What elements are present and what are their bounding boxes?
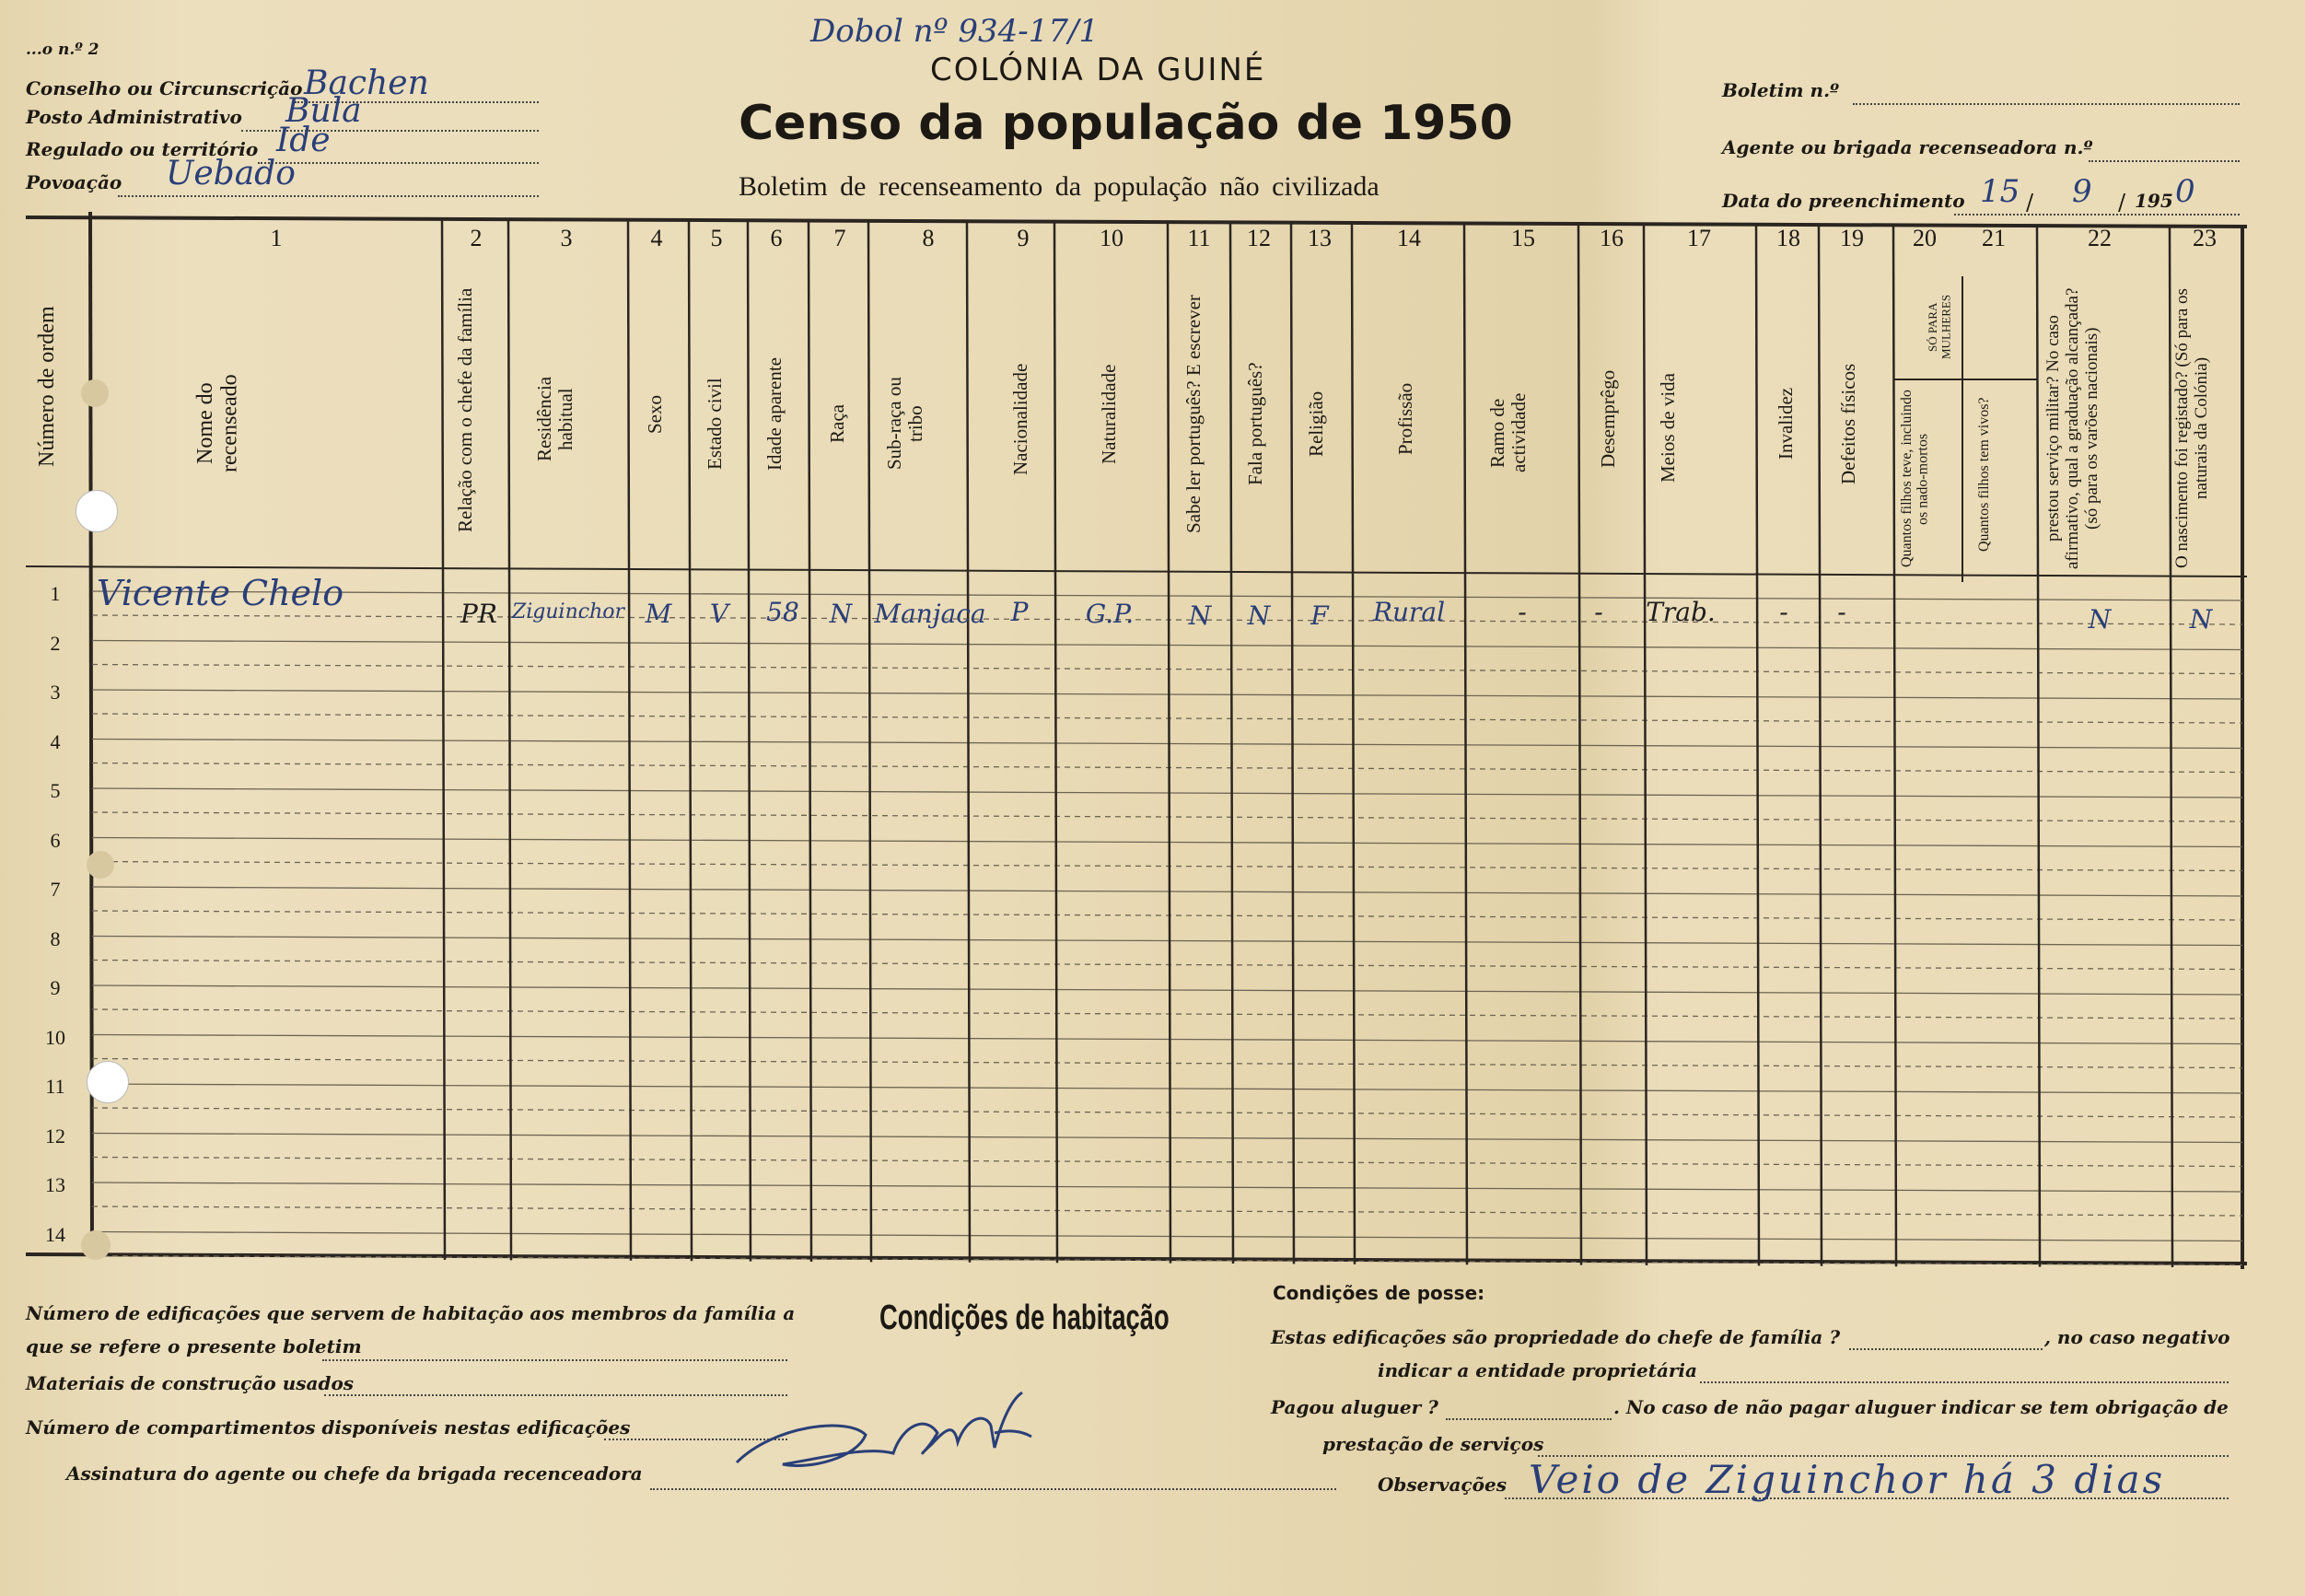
posse-aluguer-label: Pagou aluguer ? xyxy=(1271,1396,1438,1418)
header-estado-civil: Estado civil xyxy=(704,378,726,470)
colnum-5: 5 xyxy=(710,225,723,251)
condicoes-posse-title: Condições de posse: xyxy=(1273,1282,1485,1304)
observacoes-value: Veio de Ziguinchor há 3 dias xyxy=(1529,1457,2166,1502)
row1-ramo: - xyxy=(1518,597,1527,627)
posse-entidade-line xyxy=(1700,1381,2229,1383)
colnum-1: 1 xyxy=(270,225,283,251)
bottom-boletim-line xyxy=(322,1359,787,1361)
row1-religiao: F xyxy=(1310,600,1329,631)
row1-militar: N xyxy=(2088,604,2112,635)
colnum-4: 4 xyxy=(650,225,663,251)
row-number: 12 xyxy=(45,1124,65,1147)
model-number: ...o n.º 2 xyxy=(26,41,99,59)
row1-sexo: M xyxy=(645,599,672,629)
condicoes-habitacao-title: Condições de habitação xyxy=(879,1299,1170,1337)
row-number: 2 xyxy=(50,631,61,655)
row-number: 9 xyxy=(50,976,61,999)
handwritten-annotation: Dobol nº 934-17/1 xyxy=(810,13,1100,50)
header-sexo: Sexo xyxy=(644,395,666,434)
punch-hole-bottom xyxy=(87,1061,129,1103)
row1-defeitos: - xyxy=(1837,597,1846,627)
punch-hole-top xyxy=(76,490,118,532)
data-year-suffix: 0 xyxy=(2175,173,2195,210)
colnum-18: 18 xyxy=(1776,225,1800,251)
colnum-12: 12 xyxy=(1247,225,1271,251)
colnum-19: 19 xyxy=(1840,225,1864,251)
header-nascimento-registado: O nascimento foi registado? (Só para os naturais da Colónia) xyxy=(2172,288,2211,568)
colnum-20: 20 xyxy=(1913,225,1937,251)
header-desemprego: Desemprêgo xyxy=(1597,369,1619,469)
row1-tribo: Manjaca xyxy=(874,599,986,629)
colnum-21: 21 xyxy=(1982,225,2006,251)
bottom-edificacoes-label: Número de edificações que servem de habitação aos membros da família a xyxy=(26,1302,796,1324)
burn-mark-2 xyxy=(87,851,114,879)
row-number: 14 xyxy=(45,1222,65,1246)
colnum-14: 14 xyxy=(1397,225,1421,251)
colnum-11: 11 xyxy=(1187,225,1211,251)
colnum-23: 23 xyxy=(2193,225,2217,251)
header-servico-militar: prestou serviço militar? No caso afirmativo, qual a graduação alcançada? (só para os varões nacionais) xyxy=(2043,287,2101,569)
census-title: Censo da população de 1950 xyxy=(739,96,1513,151)
data-day: 15 xyxy=(1980,173,2020,210)
data-sep-2: / xyxy=(2118,190,2126,216)
row1-naturalidade: G.P. xyxy=(1085,599,1135,629)
row-number: 6 xyxy=(50,828,61,852)
header-raca: Raça xyxy=(826,404,848,443)
field-label-povoacao: Povoação xyxy=(26,171,122,193)
bottom-boletim-label: que se refere o presente boletim xyxy=(26,1335,362,1357)
data-year-prefix: 195 xyxy=(2135,190,2173,212)
observacoes-label: Observações xyxy=(1378,1474,1508,1496)
header-nome: Nome do recenseado xyxy=(193,374,242,473)
header-naturalidade: Naturalidade xyxy=(1098,364,1120,465)
field-value-povoacao: Uebado xyxy=(166,155,296,192)
burn-mark-1 xyxy=(81,379,109,407)
data-month: 9 xyxy=(2072,173,2092,210)
form-description: Boletim de recenseamento da população não civilizada xyxy=(739,171,1380,202)
row1-estado: V xyxy=(709,599,729,629)
row1-invalidez: - xyxy=(1779,597,1788,627)
row1-profissao: Rural xyxy=(1372,597,1446,627)
colnum-15: 15 xyxy=(1511,225,1535,251)
row-number: 3 xyxy=(50,681,61,704)
row-number: 10 xyxy=(45,1025,65,1049)
colnum-9: 9 xyxy=(1017,225,1030,251)
bottom-assinatura-label: Assinatura do agente ou chefe da brigada recenceadora xyxy=(66,1462,643,1485)
row-number: 13 xyxy=(45,1173,65,1196)
row-number: 1 xyxy=(50,582,61,605)
header-defeitos: Defeitos físicos xyxy=(1837,363,1859,484)
colnum-3: 3 xyxy=(560,225,573,251)
row1-nome: Vicente Chelo xyxy=(97,573,344,613)
colnum-7: 7 xyxy=(833,225,846,251)
row-number: 8 xyxy=(50,926,61,950)
data-sep-1: / xyxy=(2026,190,2034,216)
header-sabe-ler: Sabe ler português? E escrever xyxy=(1182,295,1205,534)
colnum-13: 13 xyxy=(1308,225,1332,251)
posse-servicos-label: prestação de serviços xyxy=(1322,1433,1544,1455)
burn-mark-3 xyxy=(81,1230,111,1260)
header-idade: Idade aparente xyxy=(763,357,786,472)
posse-propriedade-label: Estas edificações são propriedade do chefe de família ? xyxy=(1271,1326,1841,1348)
header-meios: Meios de vida xyxy=(1657,373,1679,483)
posse-caso-negativo-label: , no caso negativo xyxy=(2044,1326,2230,1348)
header-filhos-vivos: Quantos filhos tem vivos? xyxy=(1976,397,1992,552)
posse-entidade-label: indicar a entidade proprietária xyxy=(1378,1359,1697,1381)
posse-obrigacao-label: . No caso de não pagar aluguer indicar se tem obrigação de xyxy=(1613,1396,2229,1418)
colnum-6: 6 xyxy=(770,225,783,251)
field-value-conselho: Bachen xyxy=(304,64,429,102)
row1-relacao: PR xyxy=(460,599,497,629)
row-number: 7 xyxy=(50,878,61,901)
header-religiao: Religião xyxy=(1305,390,1327,457)
header-tribo: Sub-raça ou tribo xyxy=(883,377,927,471)
row1-meios: Trab. xyxy=(1646,597,1716,627)
field-value-regulado: Ide xyxy=(276,122,331,159)
colnum-16: 16 xyxy=(1600,225,1624,251)
header-residencia: Residência habitual xyxy=(533,376,577,462)
row1-registo: N xyxy=(2189,604,2213,635)
header-relacao: Relação com o chefe da família xyxy=(454,287,476,532)
data-label: Data do preenchimento xyxy=(1722,190,1965,212)
header-nacionalidade: Nacionalidade xyxy=(1009,363,1031,475)
posse-aluguer-line xyxy=(1446,1418,1612,1420)
colnum-10: 10 xyxy=(1100,225,1123,251)
colony-title: COLÓNIA DA GUINÉ xyxy=(930,52,1266,88)
row1-fala: N xyxy=(1247,600,1271,631)
posse-propriedade-line xyxy=(1849,1348,2043,1350)
colnum-22: 22 xyxy=(2088,225,2112,251)
header-profissao: Profissão xyxy=(1394,382,1416,456)
row1-ler: N xyxy=(1188,600,1212,631)
field-label-regulado: Regulado ou território xyxy=(26,138,259,160)
row1-residencia: Ziguinchor xyxy=(511,600,625,623)
row-number: 4 xyxy=(50,729,61,753)
bottom-compartimentos-label: Número de compartimentos disponíveis nestas edificações xyxy=(26,1416,631,1439)
colnum-17: 17 xyxy=(1687,225,1711,251)
row1-nacionalidade: P xyxy=(1010,597,1029,627)
header-invalidez: Invalidez xyxy=(1775,387,1797,460)
header-so-para-mulheres: SÓ PARA MULHERES xyxy=(1926,294,1953,360)
agente-label: Agente ou brigada recenseadora n.º xyxy=(1722,136,2093,158)
header-ramo: Ramo de actividade xyxy=(1486,392,1531,473)
colnum-2: 2 xyxy=(470,225,483,251)
header-fala-portugues: Fala português? xyxy=(1244,362,1266,485)
header-filhos-teve: Quantos filhos teve, incluindo os nado-mortos xyxy=(1899,390,1931,568)
field-label-posto: Posto Administrativo xyxy=(26,106,242,128)
row-number: 5 xyxy=(50,779,61,802)
row1-desemprego: - xyxy=(1594,597,1603,627)
field-label-conselho: Conselho ou Circunscrição xyxy=(26,77,303,99)
boletim-label: Boletim n.º xyxy=(1722,79,1840,101)
row-number: 11 xyxy=(45,1075,65,1098)
row1-idade: 58 xyxy=(766,597,799,627)
field-value-posto: Bula xyxy=(285,92,362,130)
agent-signature xyxy=(718,1389,1068,1499)
header-numero-ordem: Número de ordem xyxy=(35,306,59,468)
row1-raca: N xyxy=(829,599,853,629)
colnum-8: 8 xyxy=(922,225,935,251)
bottom-materiais-label: Materiais de construção usados xyxy=(26,1372,355,1394)
